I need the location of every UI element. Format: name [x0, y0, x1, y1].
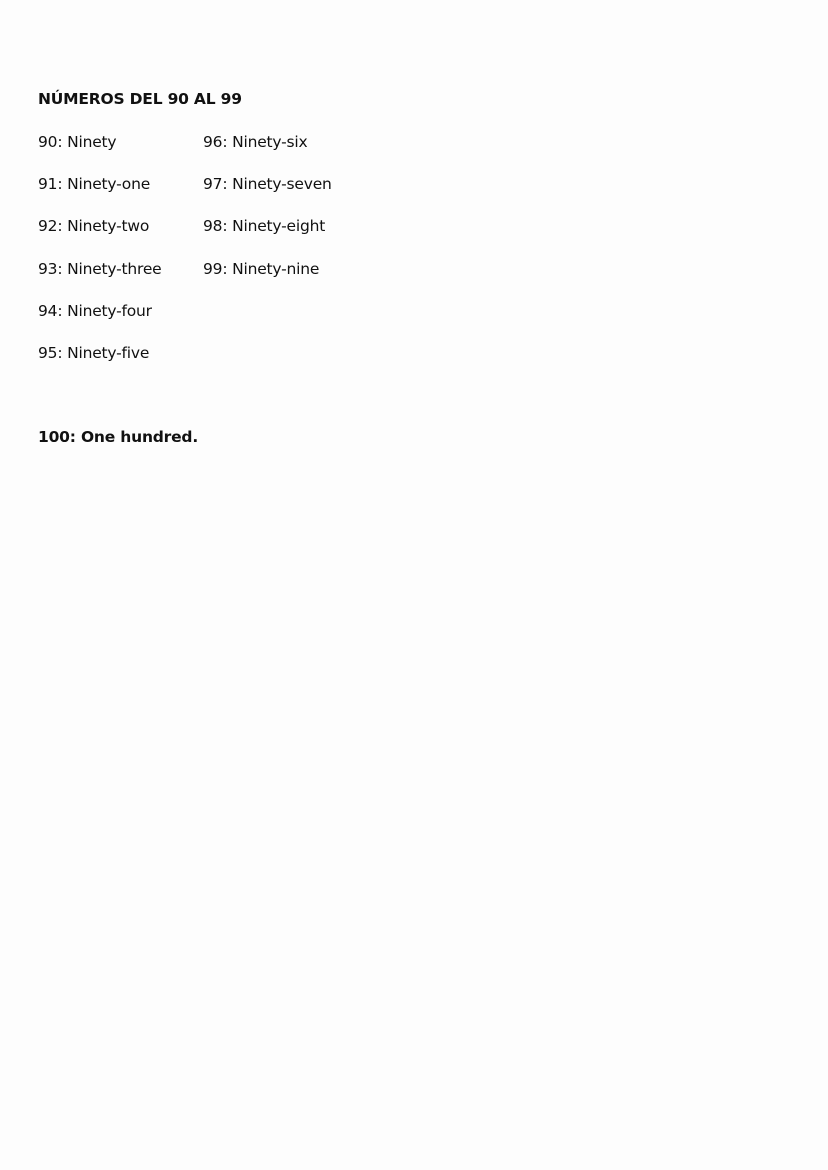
- list-item: 93: Ninety-three: [38, 259, 162, 278]
- list-item: 96: Ninety-six: [203, 133, 308, 151]
- list-item: 99: Ninety-nine: [203, 259, 320, 278]
- page-title: NÚMEROS DEL 90 AL 99: [38, 90, 242, 108]
- list-item: 97: Ninety-seven: [203, 175, 332, 194]
- list-item: 91: Ninety-one: [38, 175, 151, 194]
- list-item: 94: Ninety-four: [38, 301, 152, 320]
- list-item: 95: Ninety-five: [38, 343, 150, 362]
- list-item: 98: Ninety-eight: [203, 217, 326, 236]
- number-list-left: [38, 131, 162, 384]
- list-item: 90: Ninety: [38, 133, 117, 151]
- number-list-right: [203, 131, 332, 300]
- list-item: 92: Ninety-two: [38, 217, 150, 236]
- hundred-line: 100: One hundred.: [38, 428, 199, 446]
